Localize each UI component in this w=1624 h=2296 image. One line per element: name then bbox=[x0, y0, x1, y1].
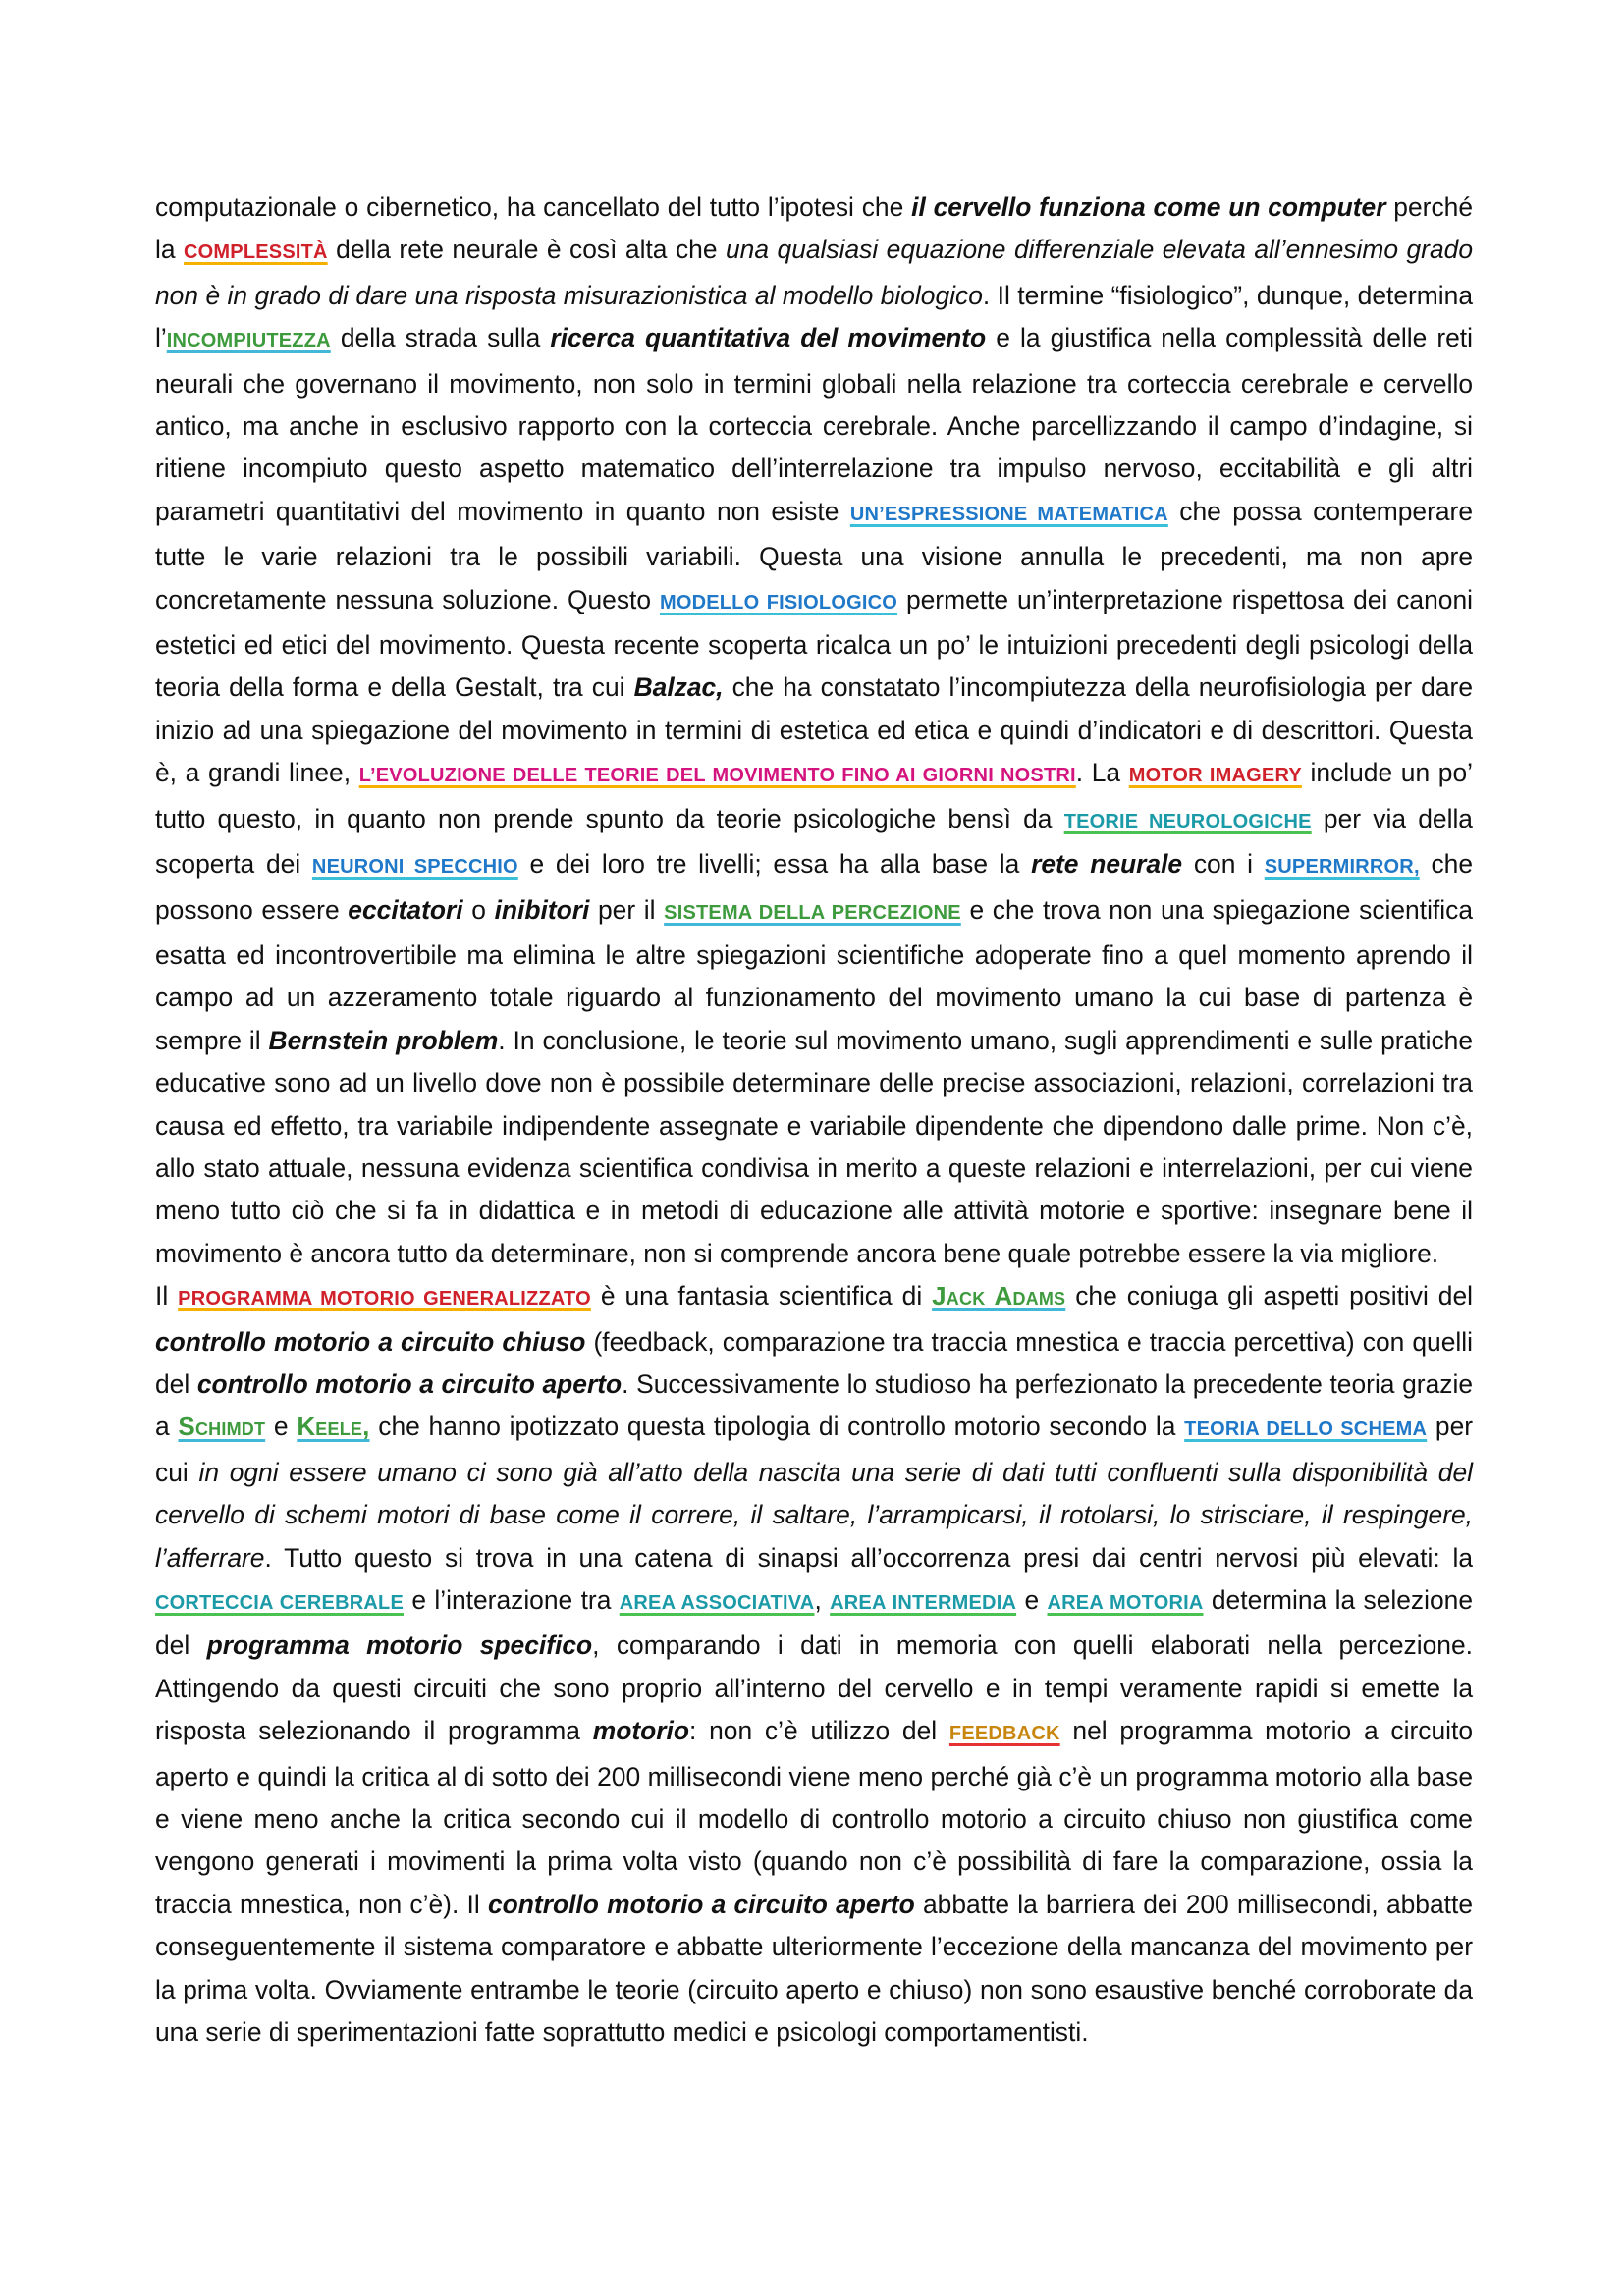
text: e dei loro tre livelli; essa ha alla base la bbox=[517, 849, 1032, 880]
text: , bbox=[814, 1585, 831, 1615]
keyword-schimdt: Schimdt bbox=[178, 1412, 266, 1442]
text: perché la bbox=[155, 192, 1474, 265]
keyword-modello-fisiologico: MODELLO FISIOLOGICO bbox=[659, 591, 898, 614]
text: che hanno ipotizzato questa tipologia di controllo motorio secondo la bbox=[369, 1412, 1185, 1442]
text: che possono essere bbox=[155, 849, 1473, 925]
keyword-supermirror: SUPERMIRROR, bbox=[1264, 856, 1420, 879]
keyword-motor-imagery: MOTOR IMAGERY bbox=[1128, 765, 1302, 787]
text: o bbox=[462, 894, 495, 925]
text: . La bbox=[1075, 758, 1129, 788]
keyword-evoluzione-teorie: L’EVOLUZIONE DELLE TEORIE DEL MOVIMENTO FINO AI GIORNI NOSTRI bbox=[358, 765, 1076, 787]
text: determina la selezione del bbox=[155, 1585, 1473, 1661]
emphasis-text: Balzac, bbox=[633, 672, 724, 703]
italic-text: una qualsiasi equazione differenziale elevata all’ennesimo grado non è in grado di dare una risposta misurazionistica al modello biologico bbox=[155, 235, 1474, 310]
keyword-keele: Keele, bbox=[297, 1412, 370, 1442]
text: computazionale o cibernetico, ha cancellato del tutto l’ipotesi che bbox=[155, 192, 912, 222]
emphasis-text: eccitatori bbox=[348, 894, 463, 925]
text: della rete neurale è così alta che bbox=[327, 235, 726, 265]
text: per cui bbox=[155, 1412, 1474, 1487]
text: nel programma motorio a circuito aperto e quindi la critica al di sotto dei 200 millisecondi viene meno perché già c’è un programma motorio alla base e viene meno anche la critica secondo cui il modello di controllo motorio a circuito chiuso non giustifica come vengono generati i movimenti la prima volta visto (quando non c’è possibilità di fare la comparazione, ossia la traccia mnestica, non c’è). Il bbox=[155, 1716, 1473, 1919]
text: che ha constatato l’incompiutezza della neurofisiologia per dare inizio ad una spiegazione del movimento in termini di estetica ed etica e quindi d’indicatori e di descrittori. Questa è, a grandi linee, bbox=[155, 672, 1473, 788]
paragraph-2 bbox=[155, 1275, 1473, 2054]
text: permette un’interpretazione rispettosa dei canoni estetici ed etici del movimento. Questa recente scoperta ricalca un po’ le intuizioni precedenti degli psicologi della teoria della forma e della Gestalt, tra cui bbox=[155, 584, 1473, 703]
text: , comparando i dati in memoria con quelli elaborati nella percezione. Attingendo da questi circuiti che sono proprio all’interno del cervello e in tempi veramente rapidi si emette la risposta selezionando il programma bbox=[155, 1630, 1473, 1746]
italic-text: in ogni essere umano ci sono già all’atto della nascita una serie di dati tutti confluenti sulla disponibilità del cervello di schemi motori di base come il correre, il saltare, l’arrampicarsi, il rotolarsi, lo strisciare, il respingere, l’afferrare bbox=[155, 1457, 1473, 1573]
text: (feedback, comparazione tra traccia mnestica e traccia percettiva) con quelli del bbox=[155, 1326, 1473, 1399]
emphasis-text: Bernstein problem bbox=[268, 1025, 499, 1055]
text: è una fantasia scientifica di bbox=[590, 1281, 933, 1311]
emphasis-text: controllo motorio a circuito chiuso bbox=[155, 1326, 586, 1357]
text: con i bbox=[1182, 849, 1265, 880]
text: che coniuga gli aspetti positivi del bbox=[1065, 1281, 1474, 1311]
text: per il bbox=[589, 894, 665, 925]
emphasis-text: motorio bbox=[592, 1716, 689, 1746]
text: che possa contemperare tutte le varie relazioni tra le possibili variabili. Questa una visione annulla le precedenti, ma non apre concretamente nessuna soluzione. Questo bbox=[155, 496, 1473, 614]
emphasis-text: controllo motorio a circuito aperto bbox=[487, 1889, 915, 1919]
keyword-area-intermedia: AREA INTERMEDIA bbox=[830, 1592, 1017, 1614]
keyword-area-motoria: AREA MOTORIA bbox=[1047, 1592, 1204, 1614]
text: . In conclusione, le teorie sul movimento umano, sugli apprendimenti e sulle pratiche educative sono ad un livello dove non è possibile determinare delle precise associazioni, relazioni, correlazioni tra causa ed effetto, tra variabile indipendente assegnate e variabile dipendente che dipendono dalle prime. Non c’è, allo stato attuale, nessuna evidenza scientifica condivisa in merito a queste relazioni e interrelazioni, per cui viene meno tutto ciò che si fa in didattica e in metodi di educazione alle attività motorie e sportive: insegnare bene il movimento è ancora tutto da determinare, non si comprende ancora bene quale potrebbe essere la via migliore. bbox=[155, 1025, 1473, 1268]
text: e che trova non una spiegazione scientifica esatta ed incontrovertibile ma elimina le altre spiegazioni scientifiche adoperate fino a quel momento aprendo il campo ad un azzeramento totale riguardo al funzionamento del movimento umano la cui base di partenza è sempre il bbox=[155, 894, 1473, 1055]
keyword-programma-motorio-generalizzato: PROGRAMMA MOTORIO GENERALIZZATO bbox=[178, 1288, 591, 1310]
keyword-feedback: FEEDBACK bbox=[948, 1723, 1060, 1745]
emphasis-text: ricerca quantitativa del movimento bbox=[550, 323, 987, 353]
emphasis-text: programma motorio specifico bbox=[206, 1630, 593, 1661]
text: e bbox=[265, 1412, 298, 1442]
text: . Il termine “fisiologico”, dunque, determina l’ bbox=[155, 280, 1473, 353]
keyword-espressione-matematica: UN’ESPRESSIONE MATEMATICA bbox=[849, 503, 1168, 525]
keyword-area-associativa: AREA ASSOCIATIVA bbox=[619, 1592, 815, 1614]
text: e l’interazione tra bbox=[403, 1585, 620, 1615]
text: e bbox=[1016, 1585, 1048, 1615]
keyword-complessita: COMPLESSITÀ bbox=[184, 241, 328, 264]
text: . Successivamente lo studioso ha perfezionato la precedente teoria grazie a bbox=[155, 1368, 1473, 1442]
text: per via della scoperta dei bbox=[155, 803, 1473, 880]
emphasis-text: inibitori bbox=[494, 894, 590, 925]
keyword-teorie-neurologiche: TEORIE NEUROLOGICHE bbox=[1063, 810, 1312, 832]
keyword-jack-adams: Jack Adams bbox=[932, 1281, 1066, 1311]
keyword-incompiutezza: INCOMPIUTEZZA bbox=[166, 330, 331, 352]
paragraph-1 bbox=[155, 187, 1473, 1275]
keyword-neuroni-specchio: NEURONI SPECCHIO bbox=[311, 856, 518, 879]
emphasis-text: il cervello funziona come un computer bbox=[911, 192, 1386, 222]
emphasis-text: rete neurale bbox=[1031, 849, 1183, 880]
keyword-sistema-percezione: SISTEMA DELLA PERCEZIONE bbox=[664, 901, 961, 924]
document-page bbox=[155, 187, 1473, 2054]
text: : non c’è utilizzo del bbox=[688, 1716, 949, 1746]
text: . Tutto questo si trova in una catena di sinapsi all’occorrenza presi dai centri nervosi più elevati: la bbox=[264, 1542, 1473, 1573]
text: e la giustifica nella complessità delle reti neurali che governano il movimento, non solo in termini globali nella relazione tra corteccia cerebrale e cervello antico, ma anche in esclusivo rapporto con la corteccia cerebrale. Anche parcellizzando il campo d’indagine, si ritiene incompiuto questo aspetto matematico dell’interrelazione tra impulso nervoso, eccitabilità e gli altri parametri quantitativi del movimento in quanto non esiste bbox=[155, 323, 1473, 526]
text: abbatte la barriera dei 200 millisecondi, abbatte conseguentemente il sistema comparatore e abbatte ulteriormente l’eccezione della mancanza del movimento per la prima volta. Ovviamente entrambe le teorie (circuito aperto e chiuso) non sono esaustive benché corroborate da una serie di sperimentazioni fatte soprattutto medici e psicologi comportamentisti. bbox=[155, 1889, 1474, 2048]
keyword-teoria-dello-schema: TEORIA DELLO SCHEMA bbox=[1184, 1418, 1428, 1441]
text: Il bbox=[155, 1281, 179, 1311]
text: include un po’ tutto questo, in quanto non prende spunto da teorie psicologiche bensì da bbox=[155, 758, 1474, 833]
keyword-corteccia-cerebrale: CORTECCIA CEREBRALE bbox=[155, 1592, 404, 1614]
emphasis-text: controllo motorio a circuito aperto bbox=[196, 1368, 623, 1399]
text: della strada sulla bbox=[330, 323, 551, 353]
